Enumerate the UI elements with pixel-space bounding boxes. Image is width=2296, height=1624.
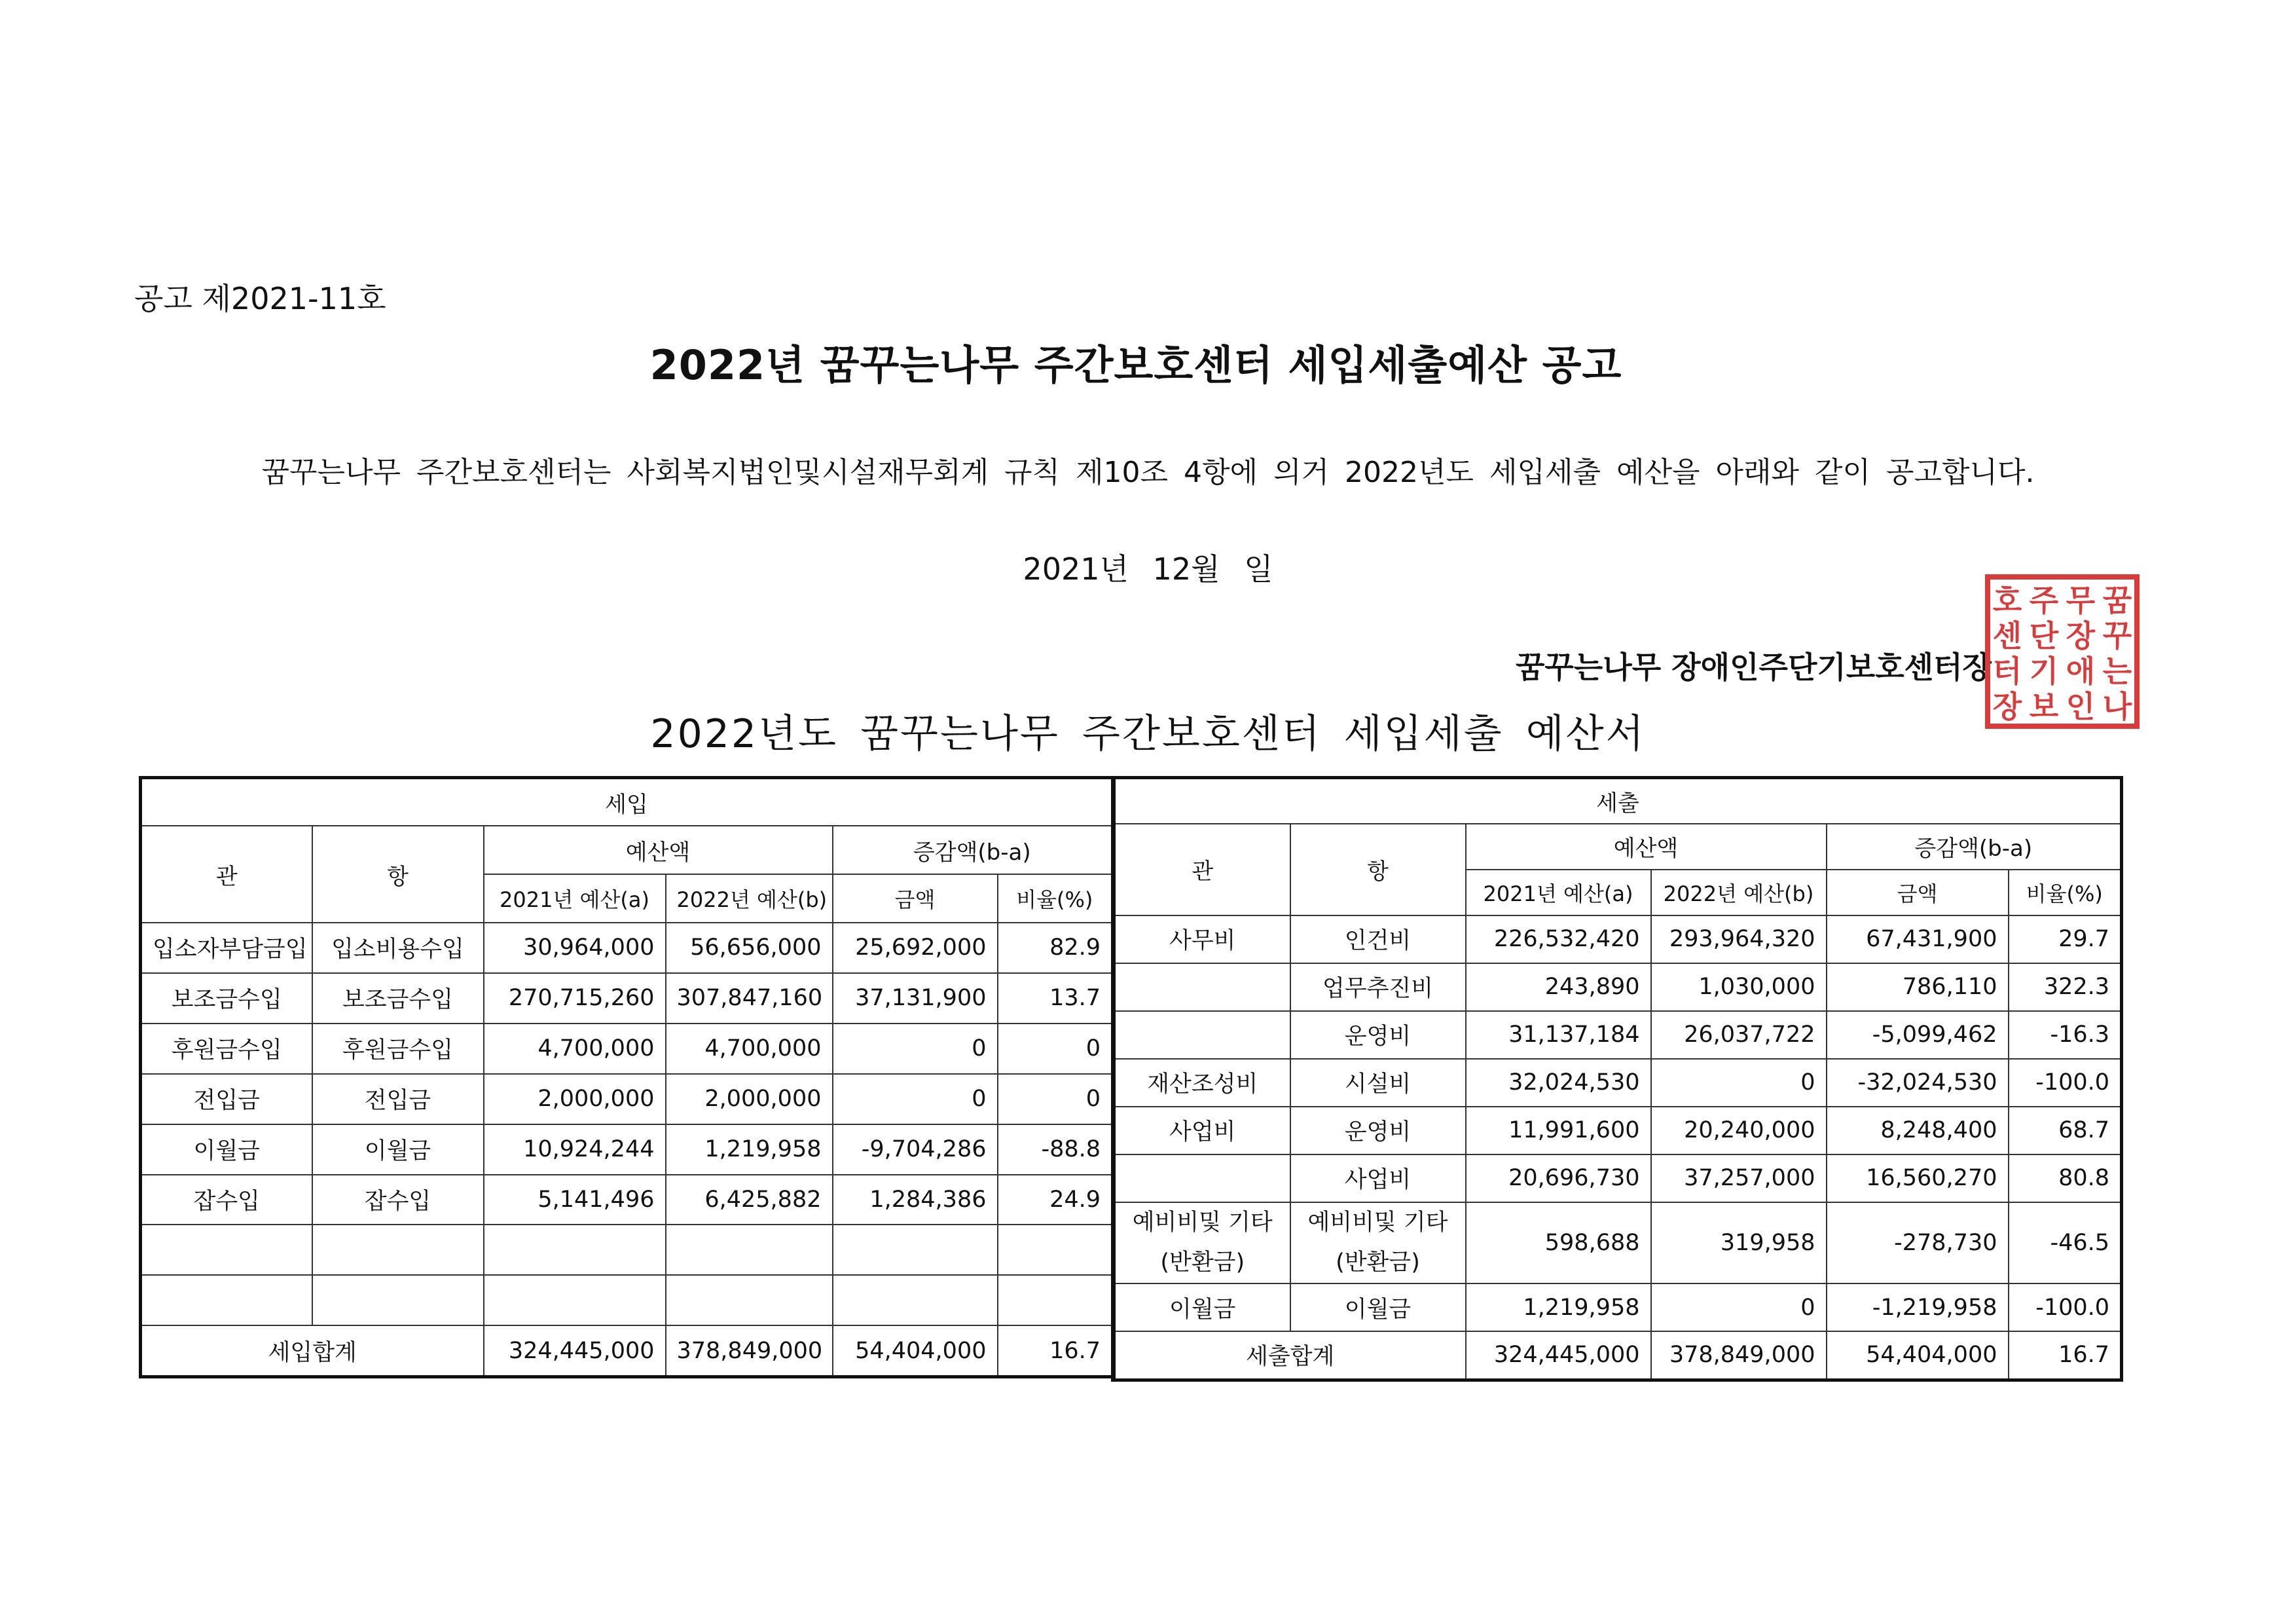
change-ratio-cell: 68.7 (2009, 1107, 2122, 1154)
table-row (1114, 1154, 2122, 1202)
budget-2022-cell: 0 (1651, 1059, 1827, 1107)
income-total-row (141, 1325, 1113, 1376)
budget-2022-cell: 0 (1651, 1283, 1827, 1331)
budget-2022-cell: 1,219,958 (666, 1124, 833, 1175)
hang-cell: 사업비 (1290, 1154, 1466, 1202)
gwan-cell: 이월금 (1114, 1283, 1290, 1331)
budget-2021-cell: 1,219,958 (1466, 1283, 1651, 1331)
table-row (141, 973, 1113, 1024)
budget-2021-cell: 30,964,000 (484, 923, 666, 973)
gwan-cell: 재산조성비 (1114, 1059, 1290, 1107)
hang-cell: 운영비 (1290, 1107, 1466, 1154)
ratio-header: 비율(%) (2009, 870, 2122, 915)
change-ratio-cell: 322.3 (2009, 963, 2122, 1011)
expense-total-2021: 324,445,000 (1466, 1331, 1651, 1380)
seal-glyph: 꾸 (2102, 618, 2132, 654)
budget-2021-cell: 4,700,000 (484, 1024, 666, 1074)
table-row (141, 1074, 1113, 1124)
hang-cell: 인건비 (1290, 915, 1466, 963)
budget-2021-cell: 243,890 (1466, 963, 1651, 1011)
expense-total-change: 54,404,000 (1827, 1331, 2009, 1380)
seal-glyph: 인 (2066, 689, 2096, 724)
hang-cell: 후원금수입 (312, 1024, 484, 1074)
income-total-label: 세입합계 (141, 1325, 484, 1376)
hang-cell: 업무추진비 (1290, 963, 1466, 1011)
hang-cell: 이월금 (1290, 1283, 1466, 1331)
budget-2021-header: 2021년 예산(a) (1466, 870, 1651, 915)
hang-cell: 예비비및 기타(반환금) (1290, 1202, 1466, 1284)
notice-number: 공고 제2021-11호 (134, 281, 386, 316)
gwan-cell: 이월금 (141, 1124, 312, 1175)
seal-glyph: 보 (2029, 689, 2059, 724)
budget-table-title: 2022년도 꿈꾸는나무 주간보호센터 세입세출 예산서 (650, 711, 1646, 757)
budget-2022-cell: 319,958 (1651, 1202, 1827, 1284)
table-row (141, 1024, 1113, 1074)
budget-2021-cell: 31,137,184 (1466, 1011, 1651, 1059)
gwan-cell: 전입금 (141, 1074, 312, 1124)
change-ratio-cell: -46.5 (2009, 1202, 2122, 1284)
budget-2022-cell (666, 1225, 833, 1275)
budget-header: 예산액 (484, 826, 833, 874)
change-ratio-cell: -100.0 (2009, 1283, 2122, 1331)
gwan-cell: 입소자부담금입 (141, 923, 312, 973)
table-row (1114, 963, 2122, 1011)
table-row (141, 1275, 1113, 1325)
gwan-cell: 사무비 (1114, 915, 1290, 963)
change-ratio-cell: -16.3 (2009, 1011, 2122, 1059)
change-amount-cell: -32,024,530 (1827, 1059, 2009, 1107)
budget-2022-cell: 307,847,160 (666, 973, 833, 1024)
gwan-cell (1114, 1011, 1290, 1059)
table-row (1114, 1059, 2122, 1107)
income-total-2021: 324,445,000 (484, 1325, 666, 1376)
budget-2021-cell: 5,141,496 (484, 1175, 666, 1225)
hang-cell: 시설비 (1290, 1059, 1466, 1107)
gwan-header: 관 (1114, 824, 1290, 915)
change-amount-cell: 25,692,000 (833, 923, 998, 973)
change-amount-cell: -9,704,286 (833, 1124, 998, 1175)
change-ratio-cell: 80.8 (2009, 1154, 2122, 1202)
table-row (1114, 1011, 2122, 1059)
budget-2022-cell (666, 1275, 833, 1325)
seal-glyph: 애 (2066, 654, 2096, 689)
change-ratio-cell: 0 (998, 1024, 1113, 1074)
gwan-cell (1114, 963, 1290, 1011)
gwan-cell: 예비비및 기타(반환금) (1114, 1202, 1290, 1284)
seal-glyph: 단 (2029, 618, 2059, 654)
change-amount-cell: -278,730 (1827, 1202, 2009, 1284)
document-title: 2022년 꿈꾸는나무 주간보호센터 세입세출예산 공고 (649, 341, 1622, 389)
gwan-header: 관 (141, 826, 312, 923)
budget-2021-cell: 32,024,530 (1466, 1059, 1651, 1107)
change-amount-cell: -5,099,462 (1827, 1011, 2009, 1059)
hang-cell: 보조금수입 (312, 973, 484, 1024)
seal-glyph: 꿈 (2102, 583, 2132, 618)
change-amount-cell: 8,248,400 (1827, 1107, 2009, 1154)
budget-2021-cell: 226,532,420 (1466, 915, 1651, 963)
intro-paragraph: 꿈꾸는나무 주간보호센터는 사회복지법인및시설재무회계 규칙 제10조 4항에 의거 2022년도 세입세출 예산을 아래와 같이 공고합니다. (261, 456, 2035, 489)
gwan-cell (141, 1225, 312, 1275)
expense-section-header: 세출 (1114, 778, 2122, 824)
gwan-cell: 사업비 (1114, 1107, 1290, 1154)
income-budget-table (139, 776, 1114, 1378)
table-row (141, 923, 1113, 973)
change-amount-cell: 0 (833, 1024, 998, 1074)
announcement-date: 2021년 12월 일 (1023, 551, 1273, 587)
budget-2022-cell: 293,964,320 (1651, 915, 1827, 963)
budget-2022-cell: 2,000,000 (666, 1074, 833, 1124)
change-header: 증감액(b-a) (1827, 824, 2122, 870)
table-row (141, 1175, 1113, 1225)
budget-2022-cell: 56,656,000 (666, 923, 833, 973)
seal-glyph: 기 (2029, 654, 2059, 689)
change-ratio-cell: 29.7 (2009, 915, 2122, 963)
hang-cell: 이월금 (312, 1124, 484, 1175)
hang-cell (312, 1225, 484, 1275)
gwan-cell (141, 1275, 312, 1325)
hang-cell: 전입금 (312, 1074, 484, 1124)
hang-header: 항 (1290, 824, 1466, 915)
budget-2022-header: 2022년 예산(b) (666, 874, 833, 923)
table-row (1114, 1202, 2122, 1284)
gwan-cell (1114, 1154, 1290, 1202)
change-ratio-cell: 0 (998, 1074, 1113, 1124)
change-ratio-cell: 82.9 (998, 923, 1113, 973)
amount-header: 금액 (1827, 870, 2009, 915)
change-amount-cell (833, 1225, 998, 1275)
change-amount-cell (833, 1275, 998, 1325)
seal-glyph: 나 (2102, 689, 2132, 724)
table-row (1114, 1283, 2122, 1331)
budget-2022-cell: 37,257,000 (1651, 1154, 1827, 1202)
expense-total-label: 세출합계 (1114, 1331, 1466, 1380)
gwan-cell: 잡수입 (141, 1175, 312, 1225)
budget-2022-cell: 4,700,000 (666, 1024, 833, 1074)
change-header: 증감액(b-a) (833, 826, 1113, 874)
income-section-header: 세입 (141, 778, 1113, 826)
change-amount-cell: 0 (833, 1074, 998, 1124)
seal-glyph: 장 (1992, 689, 2022, 724)
expense-total-2022: 378,849,000 (1651, 1331, 1827, 1380)
change-amount-cell: -1,219,958 (1827, 1283, 2009, 1331)
expense-budget-table (1111, 776, 2123, 1382)
amount-header: 금액 (833, 874, 998, 923)
seal-glyph: 무 (2066, 583, 2096, 618)
gwan-cell: 보조금수입 (141, 973, 312, 1024)
change-ratio-cell: -100.0 (2009, 1059, 2122, 1107)
hang-cell (312, 1275, 484, 1325)
change-amount-cell: 16,560,270 (1827, 1154, 2009, 1202)
hang-cell: 입소비용수입 (312, 923, 484, 973)
budget-2021-cell: 10,924,244 (484, 1124, 666, 1175)
change-ratio-cell: -88.8 (998, 1124, 1113, 1175)
hang-cell: 운영비 (1290, 1011, 1466, 1059)
seal-glyph: 는 (2102, 654, 2132, 689)
hang-cell: 잡수입 (312, 1175, 484, 1225)
budget-2021-cell: 598,688 (1466, 1202, 1651, 1284)
change-amount-cell: 1,284,386 (833, 1175, 998, 1225)
change-amount-cell: 786,110 (1827, 963, 2009, 1011)
change-ratio-cell: 13.7 (998, 973, 1113, 1024)
hang-header: 항 (312, 826, 484, 923)
change-amount-cell: 67,431,900 (1827, 915, 2009, 963)
change-ratio-cell (998, 1225, 1113, 1275)
budget-2021-cell: 2,000,000 (484, 1074, 666, 1124)
budget-2021-cell: 270,715,260 (484, 973, 666, 1024)
change-ratio-cell: 24.9 (998, 1175, 1113, 1225)
seal-glyph: 터 (1992, 654, 2022, 689)
budget-2022-cell: 26,037,722 (1651, 1011, 1827, 1059)
signer-name: 꿈꾸는나무 장애인주단기보호센터장 (1516, 650, 1992, 685)
income-total-change: 54,404,000 (833, 1325, 998, 1376)
budget-2021-cell (484, 1275, 666, 1325)
income-rows (141, 923, 1113, 1326)
seal-glyph: 주 (2029, 583, 2059, 618)
table-row (1114, 1107, 2122, 1154)
budget-2022-header: 2022년 예산(b) (1651, 870, 1827, 915)
budget-2022-cell: 20,240,000 (1651, 1107, 1827, 1154)
budget-2021-cell: 20,696,730 (1466, 1154, 1651, 1202)
income-total-ratio: 16.7 (998, 1325, 1113, 1376)
expense-total-row (1114, 1331, 2122, 1380)
table-row (1114, 915, 2122, 963)
seal-glyph: 장 (2066, 618, 2096, 654)
seal-glyph: 센 (1992, 618, 2022, 654)
budget-2022-cell: 1,030,000 (1651, 963, 1827, 1011)
budget-header: 예산액 (1466, 824, 1827, 870)
budget-2021-cell (484, 1225, 666, 1275)
expense-rows (1114, 915, 2122, 1332)
gwan-cell: 후원금수입 (141, 1024, 312, 1074)
budget-2021-header: 2021년 예산(a) (484, 874, 666, 923)
ratio-header: 비율(%) (998, 874, 1113, 923)
table-row (141, 1124, 1113, 1175)
expense-total-ratio: 16.7 (2009, 1331, 2122, 1380)
income-total-2022: 378,849,000 (666, 1325, 833, 1376)
seal-glyph: 호 (1992, 583, 2022, 618)
change-amount-cell: 37,131,900 (833, 973, 998, 1024)
table-row (141, 1225, 1113, 1275)
budget-2021-cell: 11,991,600 (1466, 1107, 1651, 1154)
change-ratio-cell (998, 1275, 1113, 1325)
budget-2022-cell: 6,425,882 (666, 1175, 833, 1225)
